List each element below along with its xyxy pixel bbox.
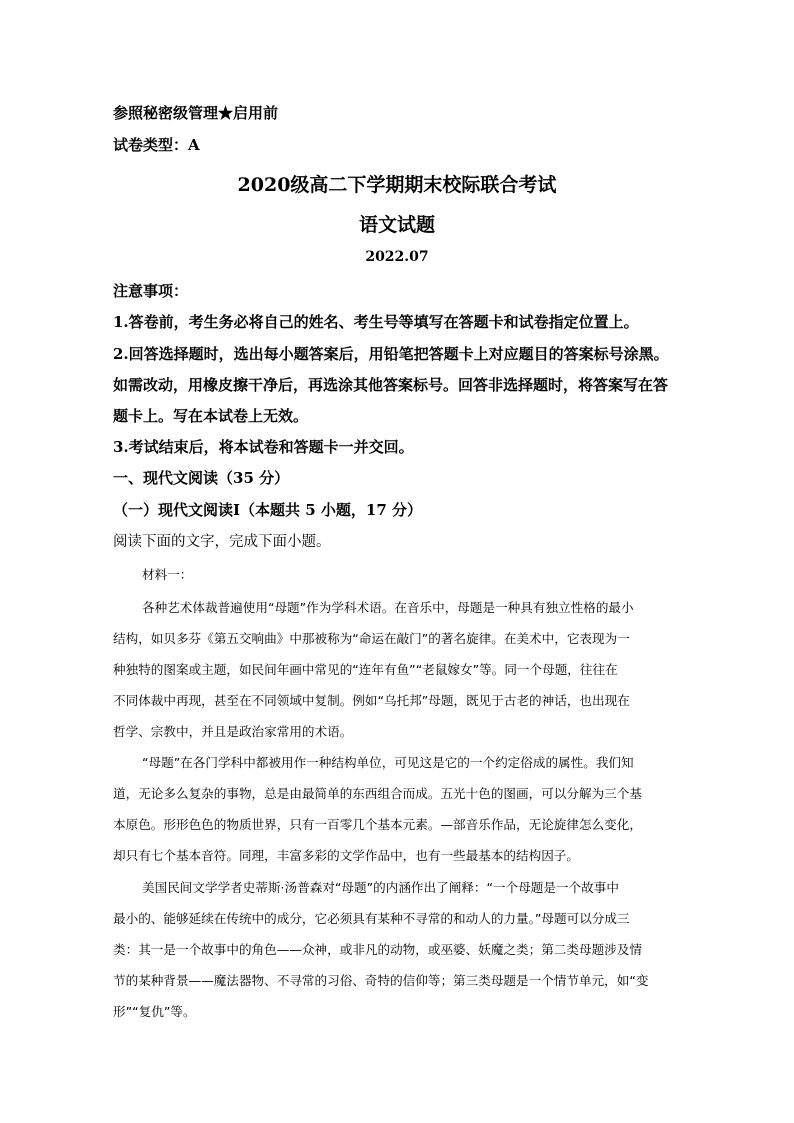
material-line: 美国民间文学学者史蒂斯·汤普森对“母题”的内涵作出了阐释：“一个母题是一个故事中 xyxy=(142,880,619,895)
notice-item-2-cont: 如需改动，用橡皮擦干净后，再选涂其他答案标号。回答非选择题时，将答案写在答 xyxy=(113,376,669,394)
material-line: 本原色。形形色色的物质世界，只有一百零几个基本元素。—部音乐作品，无论旋律怎么变化， xyxy=(113,817,642,832)
subject-title: 语文试题 xyxy=(358,214,435,236)
material-line: 类：其一是一个故事中的角色——众神，或非凡的动物，或巫婆、妖魔之类；第二类母题涉及情 xyxy=(113,942,642,957)
material-line: 不同体裁中再现，甚至在不同领域中复制。例如“乌托邦”母题，既见于古老的神话，也出现在 xyxy=(113,693,630,708)
material-line: 道，无论多么复杂的事物，总是由最简单的东西组合而成。五光十色的图画，可以分解为三个基 xyxy=(113,786,642,801)
material-line: 哲学、宗教中，并且是政治家常用的术语。 xyxy=(113,724,353,739)
section-subtitle: （一）现代文阅读Ⅰ（本题共 5 小题，17 分） xyxy=(113,501,422,519)
material-line: 最小的、能够延续在传统中的成分，它必须具有某种不寻常的和动人的力量。”母题可以分成三 xyxy=(113,911,630,926)
material-line: 种独特的图案或主题，如民间年画中常见的“连年有鱼”“老鼠嫁女”等。同一个母题，往往在 xyxy=(113,662,618,677)
notice-item-1: 1.答卷前，考生务必将自己的姓名、考生号等填写在答题卡和试卷指定位置上。 xyxy=(113,313,639,331)
notice-item-3: 3.考试结束后，将本试卷和答题卡一并交回。 xyxy=(113,438,414,456)
material-line: “母题”在各门学科中都被用作一种结构单位，可见这是它的一个约定俗成的属性。我们知 xyxy=(142,755,634,770)
material-line: 各种艺术体裁普遍使用“母题”作为学科术语。在音乐中，母题是一种具有独立性格的最小 xyxy=(142,600,634,615)
section-title: 一、现代文阅读（35 分） xyxy=(113,469,290,487)
exam-title: 2020级高二下学期期末校际联合考试 xyxy=(237,174,557,196)
notice-item-2: 2.回答选择题时，选出每小题答案后，用铅笔把答题卡上对应题目的答案标号涂黑。 xyxy=(113,345,669,363)
exam-date: 2022.07 xyxy=(365,249,429,265)
reading-instruction: 阅读下面的文字，完成下面小题。 xyxy=(113,534,331,550)
paper-type-label: 试卷类型：A xyxy=(113,136,200,154)
material-label: 材料一： xyxy=(142,567,193,582)
notice-item-2-end: 题卡上。写在本试卷上无效。 xyxy=(113,407,309,425)
material-line: 节的某种背景——魔法器物、不寻常的习俗、奇特的信仰等；第三类母题是一个情节单元，如“变 xyxy=(113,973,649,988)
material-line: 却只有七个基本音符。同理，丰富多彩的文学作品中，也有一些最基本的结构因子。 xyxy=(113,848,579,863)
secrecy-label: 参照秘密级管理★启用前 xyxy=(113,104,279,122)
material-line: 结构，如贝多芬《第五交响曲》中那被称为“命运在敲门”的著名旋律。在美术中，它表现为一 xyxy=(113,631,630,646)
material-line: 形”“复仇”等。 xyxy=(113,1004,196,1019)
notice-heading: 注意事项： xyxy=(113,282,189,300)
